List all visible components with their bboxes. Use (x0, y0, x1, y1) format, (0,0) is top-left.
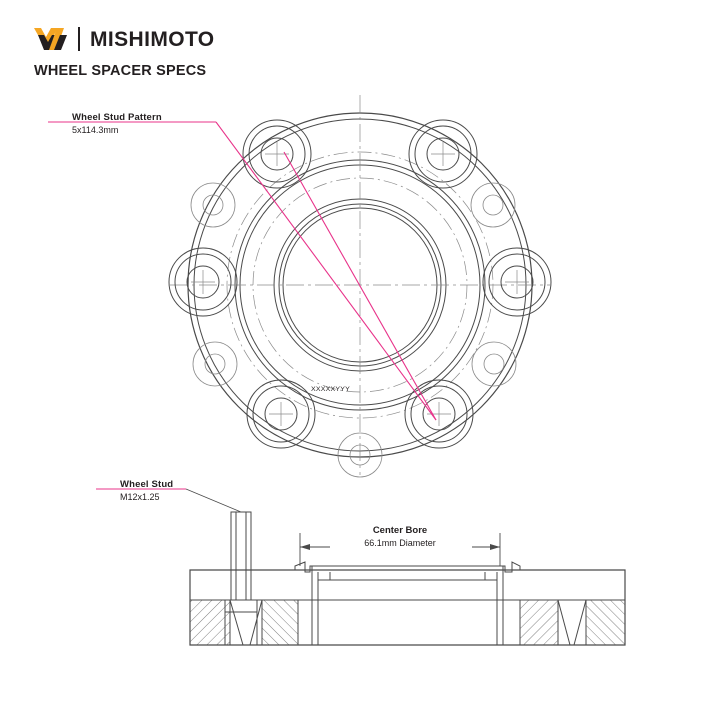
callout-title: Wheel Stud (120, 479, 174, 490)
page-title: WHEEL SPACER SPECS (34, 63, 207, 79)
callout-value: 5x114.3mm (72, 124, 119, 135)
dimension-label-center-bore (300, 525, 500, 550)
brand-name: MISHIMOTO (90, 27, 215, 51)
dimension-title: Center Bore (372, 525, 428, 536)
dimension-value: 66.1mm Diameter (364, 538, 436, 549)
callout-wheel-stud (120, 479, 173, 503)
engraving-text: XXXXXYYY (311, 386, 350, 393)
callout-value: M12x1.25 (120, 491, 160, 502)
callout-wheel-stud-pattern (72, 112, 162, 136)
callout-title: Wheel Stud Pattern (72, 112, 162, 123)
